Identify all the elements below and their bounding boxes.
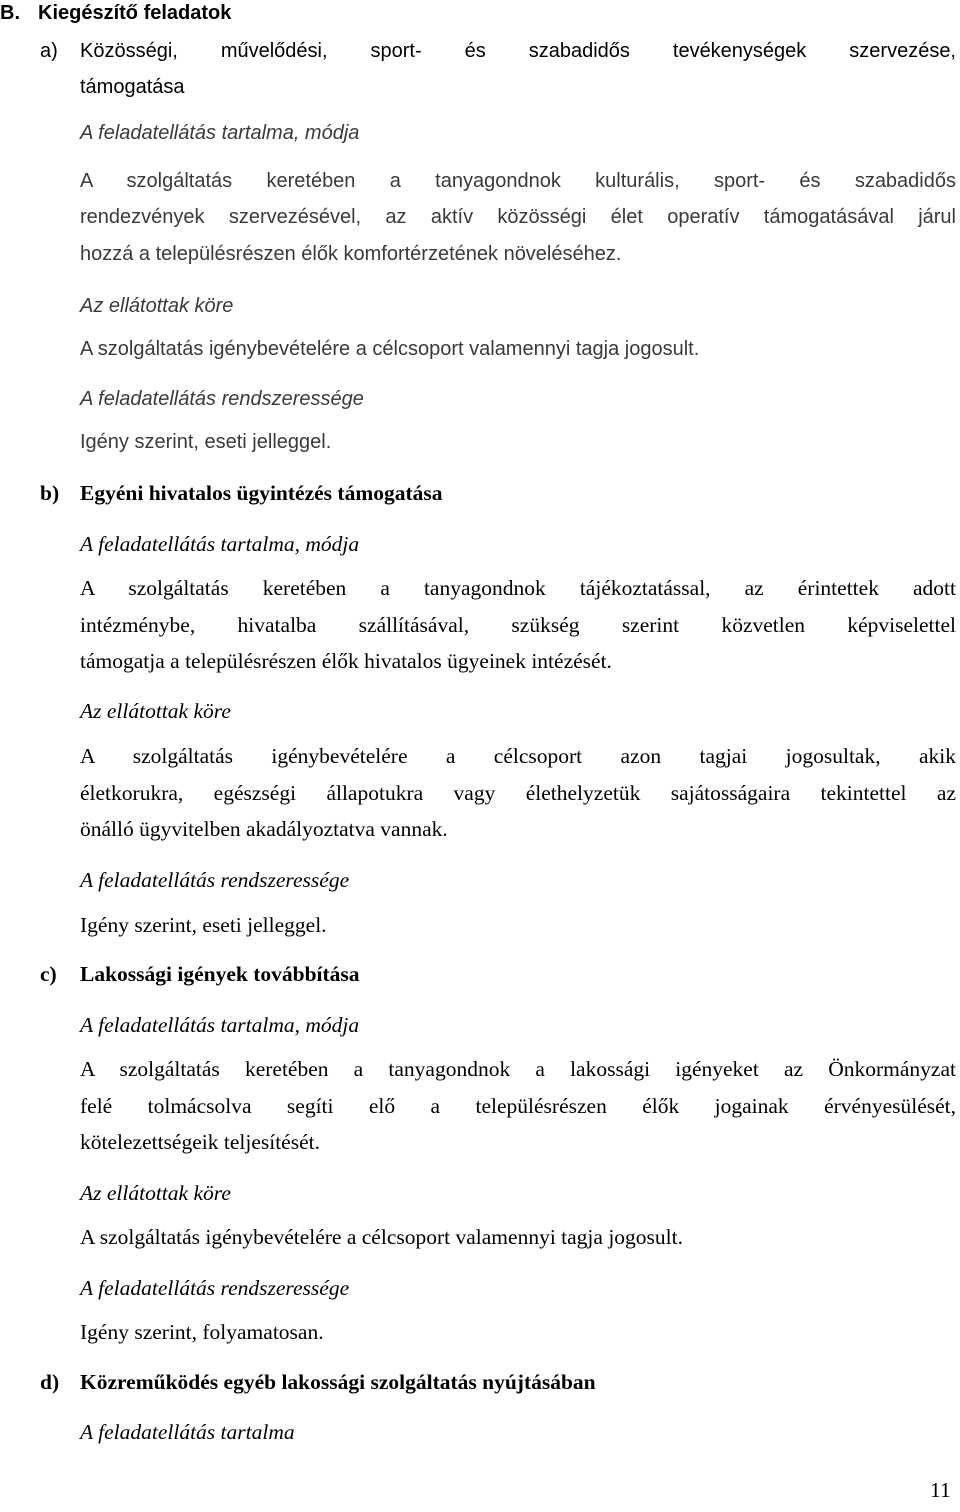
item-c-title: Lakossági igények továbbítása <box>80 962 360 986</box>
item-b-recipients-line: önálló ügyvitelben akadályoztatva vannak. <box>80 817 448 841</box>
item-a-recipients-text: A szolgáltatás igénybevételére a célcsoport valamennyi tagja jogosult. <box>80 338 700 360</box>
page-number: 11 <box>930 1478 951 1502</box>
item-b-heading-recipients: Az ellátottak köre <box>80 699 231 723</box>
item-d-label: d) <box>40 1370 60 1394</box>
item-b-frequency-text: Igény szerint, eseti jelleggel. <box>80 913 327 937</box>
item-d-title: Közreműködés egyéb lakossági szolgáltatás nyújtásában <box>80 1370 596 1394</box>
item-a-paragraph-line: rendezvények szervezésével, az aktív közösségi élet operatív támogatásával járul <box>80 206 956 228</box>
item-a-paragraph-line: A szolgáltatás keretében a tanyagondnok kulturális, sport- és szabadidős <box>80 170 956 192</box>
item-b-recipients-line: A szolgáltatás igénybevételére a célcsoport azon tagjai jogosultak, akik <box>80 744 956 768</box>
item-b-label: b) <box>40 481 60 505</box>
item-c-label: c) <box>40 962 57 986</box>
section-letter: B. <box>0 2 20 24</box>
item-c-paragraph-line: felé tolmácsolva segíti elő a településrészen élők jogainak érvényesülését, <box>80 1094 956 1118</box>
item-a-paragraph-line: hozzá a településrészen élők komfortérzetének növeléséhez. <box>80 243 622 265</box>
item-c-recipients-text: A szolgáltatás igénybevételére a célcsoport valamennyi tagja jogosult. <box>80 1225 683 1249</box>
item-b-heading-frequency: A feladatellátás rendszeressége <box>80 868 350 892</box>
item-c-heading-content: A feladatellátás tartalma, módja <box>80 1013 360 1037</box>
item-a-title-line2: támogatása <box>80 76 185 98</box>
item-b-heading-content: A feladatellátás tartalma, módja <box>80 532 360 556</box>
item-c-paragraph-line: A szolgáltatás keretében a tanyagondnok a lakossági igényeket az Önkormányzat <box>80 1057 956 1081</box>
item-b-title: Egyéni hivatalos ügyintézés támogatása <box>80 481 443 505</box>
item-d-heading-content: A feladatellátás tartalma <box>80 1420 295 1444</box>
item-c-heading-recipients: Az ellátottak köre <box>80 1181 231 1205</box>
item-a-heading-recipients: Az ellátottak köre <box>80 295 234 317</box>
item-b-paragraph-line: intézménybe, hivatalba szállításával, szükség szerint közvetlen képviselettel <box>80 613 956 637</box>
item-a-label: a) <box>40 40 58 62</box>
item-b-recipients-line: életkorukra, egészségi állapotukra vagy élethelyzetük sajátosságaira tekintettel az <box>80 781 956 805</box>
item-c-heading-frequency: A feladatellátás rendszeressége <box>80 1276 350 1300</box>
item-a-heading-content: A feladatellátás tartalma, módja <box>80 122 360 144</box>
item-a-heading-frequency: A feladatellátás rendszeressége <box>80 388 364 410</box>
item-b-paragraph-line: A szolgáltatás keretében a tanyagondnok tájékoztatással, az érintettek adott <box>80 576 956 600</box>
item-c-paragraph-line: kötelezettségeik teljesítését. <box>80 1130 320 1154</box>
item-b-paragraph-line: támogatja a településrészen élők hivatalos ügyeinek intézését. <box>80 649 612 673</box>
item-c-frequency-text: Igény szerint, folyamatosan. <box>80 1320 324 1344</box>
item-a-frequency-text: Igény szerint, eseti jelleggel. <box>80 431 332 453</box>
item-a-title-line1: Közösségi, művelődési, sport- és szabadidős tevékenységek szervezése, <box>80 40 956 62</box>
section-title: Kiegészítő feladatok <box>38 2 232 24</box>
